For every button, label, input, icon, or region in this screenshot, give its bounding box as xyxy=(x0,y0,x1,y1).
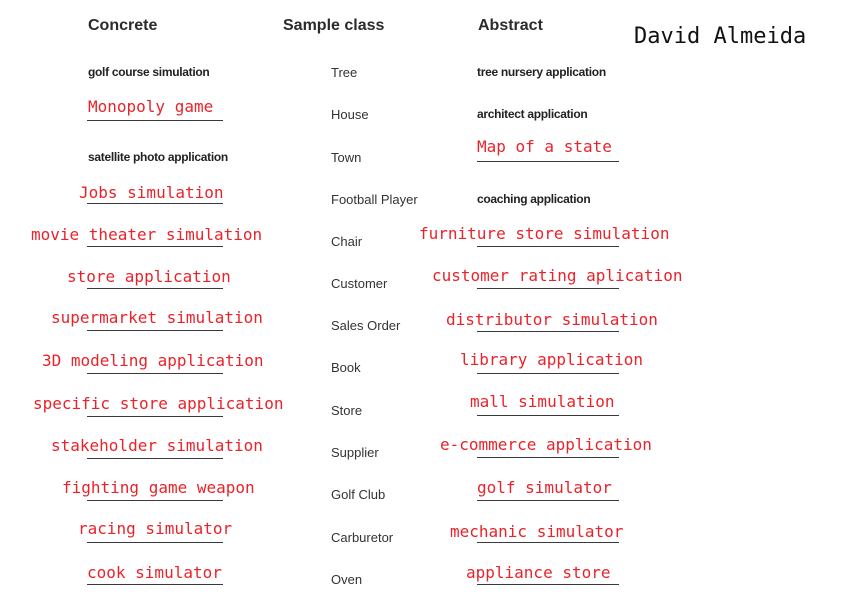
abstract-answer-line xyxy=(477,542,619,543)
abstract-answer-line xyxy=(477,415,619,416)
abstract-answer-line xyxy=(477,288,619,289)
abstract-entry-handwritten: golf simulator xyxy=(477,478,612,497)
concrete-entry-printed: golf course simulation xyxy=(88,65,210,79)
abstract-entry-printed: tree nursery application xyxy=(477,65,606,79)
sample-class-entry: Customer xyxy=(331,276,388,291)
concrete-entry-printed: satellite photo application xyxy=(88,150,228,164)
concrete-answer-line xyxy=(87,203,223,204)
concrete-answer-line xyxy=(87,373,223,374)
sample-class-entry: Town xyxy=(331,150,362,165)
sample-class-entry: Carburetor xyxy=(331,530,394,545)
sample-class-entry: Store xyxy=(331,403,363,418)
concrete-entry-handwritten: specific store application xyxy=(33,394,284,413)
abstract-answer-line xyxy=(477,331,619,332)
concrete-answer-line xyxy=(87,246,223,247)
abstract-answer-line xyxy=(477,161,619,162)
concrete-entry-handwritten: movie theater simulation xyxy=(31,225,263,244)
sample-class-entry: Sales Order xyxy=(331,318,401,333)
abstract-answer-line xyxy=(477,500,619,501)
concrete-entry-handwritten: store application xyxy=(67,267,231,286)
sample-class-entry: Football Player xyxy=(331,192,418,207)
abstract-entry-handwritten: appliance store xyxy=(466,563,611,582)
concrete-entry-handwritten: Monopoly game xyxy=(88,97,214,116)
sample-class-entry: Chair xyxy=(331,234,363,249)
sample-class-entry: Tree xyxy=(331,65,358,80)
abstract-entry-handwritten: customer rating aplication xyxy=(432,266,683,285)
sample-class-entry: Oven xyxy=(331,572,363,587)
concrete-entry-handwritten: Jobs simulation xyxy=(79,183,224,202)
concrete-answer-line xyxy=(87,330,223,331)
concrete-entry-handwritten: racing simulator xyxy=(78,519,233,538)
concrete-answer-line xyxy=(87,500,223,501)
sample-class-entry: Book xyxy=(331,360,361,375)
abstract-answer-line xyxy=(477,457,619,458)
concrete-entry-handwritten: 3D modeling application xyxy=(42,351,264,370)
concrete-answer-line xyxy=(87,458,223,459)
concrete-answer-line xyxy=(87,416,223,417)
sample-class-entry: House xyxy=(331,107,369,122)
abstract-entry-handwritten: e-commerce application xyxy=(440,435,652,454)
abstract-entry-handwritten: Map of a state xyxy=(477,137,612,156)
concrete-answer-line xyxy=(87,542,223,543)
abstract-entry-printed: architect application xyxy=(477,107,588,121)
header-sample-class: Sample class xyxy=(283,17,385,34)
abstract-entry-handwritten: furniture store simulation xyxy=(419,224,670,243)
header-abstract: Abstract xyxy=(478,17,543,34)
abstract-entry-handwritten: mall simulation xyxy=(470,392,615,411)
concrete-entry-handwritten: stakeholder simulation xyxy=(51,436,263,455)
concrete-answer-line xyxy=(87,120,223,121)
concrete-entry-handwritten: fighting game weapon xyxy=(62,478,255,497)
sample-class-entry: Supplier xyxy=(331,445,379,460)
abstract-entry-printed: coaching application xyxy=(477,192,591,206)
concrete-entry-handwritten: cook simulator xyxy=(87,563,222,582)
abstract-entry-handwritten: distributor simulation xyxy=(446,310,658,329)
abstract-answer-line xyxy=(477,584,619,585)
concrete-entry-handwritten: supermarket simulation xyxy=(51,308,263,327)
abstract-entry-handwritten: library application xyxy=(460,350,644,369)
header-concrete: Concrete xyxy=(88,17,158,34)
concrete-answer-line xyxy=(87,288,223,289)
sample-class-entry: Golf Club xyxy=(331,487,386,502)
abstract-entry-handwritten: mechanic simulator xyxy=(450,522,624,541)
concrete-answer-line xyxy=(87,584,223,585)
abstract-answer-line xyxy=(477,373,619,374)
author-name: David Almeida xyxy=(634,24,807,49)
abstract-answer-line xyxy=(477,246,619,247)
